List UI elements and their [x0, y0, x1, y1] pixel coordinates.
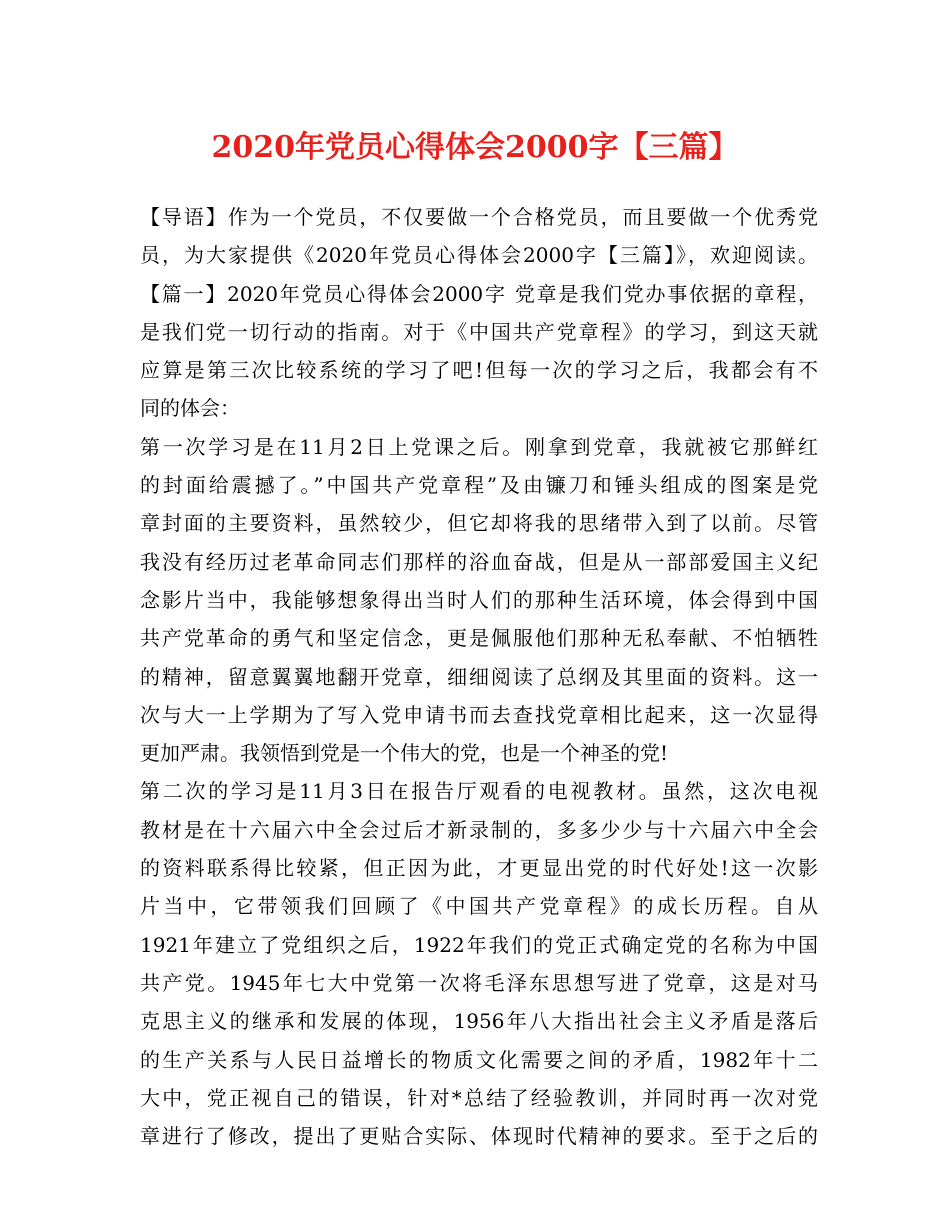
- text-line: 【导语】作为一个党员，不仅要做一个合格党员，而且要做一个优秀党: [140, 205, 818, 229]
- text-line: 我没有经历过老革命同志们那样的浴血奋战，但是从一部部爱国主义纪: [140, 549, 818, 574]
- document-body: [140, 198, 818, 1155]
- text-line: 员，为大家提供《2020年党员心得体会2000字【三篇】》，欢迎阅读。: [140, 243, 818, 268]
- text-line: 第二次的学习是11月3日在报告厅观看的电视教材。虽然，这次电视: [140, 779, 818, 804]
- text-line: 章封面的主要资料，虽然较少，但它却将我的思绪带入到了以前。尽管: [140, 511, 818, 536]
- text-line: 共产党。1945年七大中党第一次将毛泽东思想写进了党章，这是对马: [140, 970, 818, 995]
- text-line: 同的体会：: [140, 396, 240, 421]
- text-line: 共产党革命的勇气和坚定信念，更是佩服他们那种无私奉献、不怕牺牲: [140, 626, 818, 651]
- text-line: 的封面给震撼了。”中国共产党章程”及由镰刀和锤头组成的图案是党: [140, 473, 818, 498]
- text-line: 克思主义的继承和发展的体现，1956年八大指出社会主义矛盾是落后: [140, 1009, 818, 1034]
- text-line: 第一次学习是在11月2日上党课之后。刚拿到党章，我就被它那鲜红: [140, 434, 818, 459]
- text-line: 大中，党正视自己的错误，针对*总结了经验教训，并同时再一次对党: [140, 1085, 818, 1110]
- text-line: 【篇一】2020年党员心得体会2000字 党章是我们党办事依据的章程，: [140, 281, 818, 306]
- text-line: 应算是第三次比较系统的学习了吧!但每一次的学习之后，我都会有不: [140, 358, 818, 383]
- text-line: 是我们党一切行动的指南。对于《中国共产党章程》的学习，到这天就: [140, 319, 818, 344]
- text-line: 的生产关系与人民日益增长的物质文化需要之间的矛盾，1982年十二: [140, 1047, 818, 1072]
- text-line: 的资料联系得比较紧，但正因为此，才更显出党的时代好处!这一次影: [140, 856, 818, 881]
- text-line: 的精神，留意翼翼地翻开党章，细细阅读了总纲及其里面的资料。这一: [140, 664, 818, 689]
- text-line: 次与大一上学期为了写入党申请书而去查找党章相比起来，这一次显得: [140, 702, 818, 727]
- text-line: 片当中，它带领我们回顾了《中国共产党章程》的成长历程。自从: [140, 894, 818, 919]
- text-line: 念影片当中，我能够想象得出当时人们的那种生活环境，体会得到中国: [140, 587, 818, 612]
- text-line: 教材是在十六届六中全会过后才新录制的，多多少少与十六届六中全会: [140, 817, 818, 842]
- text-line: 章进行了修改，提出了更贴合实际、体现时代精神的要求。至于之后的: [140, 1124, 818, 1149]
- text-line: 1921年建立了党组织之后，1922年我们的党正式确定党的名称为中国: [140, 932, 818, 957]
- document-title: 2020年党员心得体会2000字【三篇】: [211, 130, 739, 165]
- text-line: 更加严肃。我领悟到党是一个伟大的党，也是一个神圣的党!: [140, 741, 669, 766]
